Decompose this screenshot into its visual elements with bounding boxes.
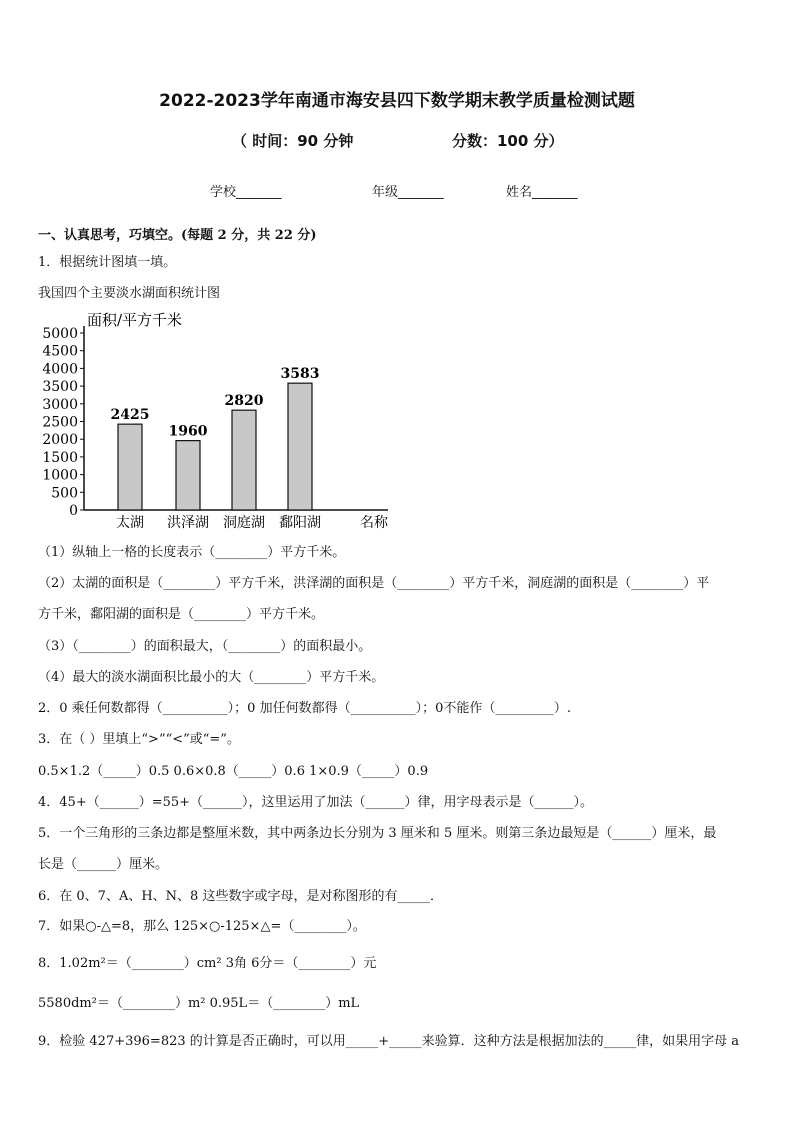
question-8-line1: 8．1.02m²＝（________）cm² 3角 6分＝（________）元	[38, 956, 377, 971]
school-field: 学校_______	[210, 185, 282, 200]
question-1-2-line1: （2）太湖的面积是（________）平方千米，洪泽湖的面积是（________）平方千米，洞庭湖的面积是（________）平	[38, 576, 710, 591]
question-1-3: （3）（________）的面积最大，（________）的面积最小。	[38, 639, 372, 654]
question-9: 9．检验 427+396=823 的计算是否正确时，可以用_____+_____来验算．这种方法是根据加法的_____律，如果用字母 a	[38, 1034, 740, 1049]
category-label: 洞庭湖	[223, 515, 265, 531]
y-tick-label: 500	[51, 485, 78, 502]
bar-value-label: 2425	[110, 407, 150, 424]
category-label: 鄱阳湖	[279, 515, 321, 531]
y-tick-label: 1500	[42, 449, 78, 466]
bar	[288, 383, 312, 510]
question-4: 4．45+（______）=55+（______），这里运用了加法（______）律，用字母表示是（______）。	[38, 795, 594, 810]
y-tick-label: 3000	[42, 396, 78, 413]
x-axis-label: 名称	[360, 515, 388, 531]
question-2: 2．0 乘任何数都得（__________）；0 加任何数都得（__________）；0不能作（_________）.	[38, 701, 571, 716]
bar	[232, 410, 256, 510]
question-5-line2: 长是（______）厘米。	[38, 857, 169, 872]
y-tick-label: 2000	[42, 432, 78, 449]
name-field: 姓名_______	[506, 185, 578, 200]
section-heading: 一、认真思考，巧填空。(每题 2 分，共 22 分)	[38, 228, 317, 243]
question-7: 7．如果○-△=8，那么 125×○-125×△=（________）。	[38, 919, 366, 934]
y-tick-label: 0	[69, 503, 78, 519]
y-tick-label: 4000	[42, 361, 78, 378]
bar-chart	[36, 306, 416, 534]
y-tick-label: 2500	[42, 414, 78, 431]
category-label: 洪泽湖	[167, 515, 209, 531]
question-6: 6．在 0、7、A、H、N、8 这些数字或字母，是对称图形的有_____．	[38, 889, 443, 904]
grade-field: 年级_______	[372, 185, 444, 200]
chart-caption: 我国四个主要淡水湖面积统计图	[38, 286, 221, 301]
y-axis-label: 面积/平方千米	[87, 311, 183, 329]
bar-value-label: 1960	[168, 423, 208, 440]
bar-value-label: 3583	[280, 366, 320, 383]
question-1-2-line2: 方千米，鄱阳湖的面积是（________）平方千米。	[38, 607, 325, 622]
bar-value-label: 2820	[224, 393, 264, 410]
time-label: （ 时间：90 分钟	[232, 132, 354, 150]
score-label: 分数：100 分）	[452, 132, 564, 150]
bar	[118, 424, 142, 510]
question-8-line2: 5580dm²＝（________）m² 0.95L＝（________）mL	[38, 996, 360, 1011]
question-1: 1．根据统计图填一填。	[38, 255, 177, 270]
y-tick-label: 1000	[42, 467, 78, 484]
question-3: 3．在（ ）里填上“>”“<”或“=”。	[38, 732, 240, 747]
y-tick-label: 4500	[42, 343, 78, 360]
y-tick-label: 3500	[42, 379, 78, 396]
question-5-line1: 5．一个三角形的三条边都是整厘米数，其中两条边长分别为 3 厘米和 5 厘米。则第三条边最短是（______）厘米，最	[38, 826, 717, 841]
page-title: 2022-2023学年南通市海安县四下数学期末教学质量检测试题	[159, 91, 635, 111]
bar	[176, 441, 200, 510]
question-1-1: （1）纵轴上一格的长度表示（________）平方千米。	[38, 545, 346, 560]
question-1-4: （4）最大的淡水湖面积比最小的大（________）平方千米。	[38, 670, 385, 685]
question-3-items: 0.5×1.2（_____）0.5 0.6×0.8（_____）0.6 1×0.9（_____）0.9	[38, 764, 429, 779]
category-label: 太湖	[116, 515, 144, 531]
y-tick-label: 5000	[42, 326, 78, 342]
